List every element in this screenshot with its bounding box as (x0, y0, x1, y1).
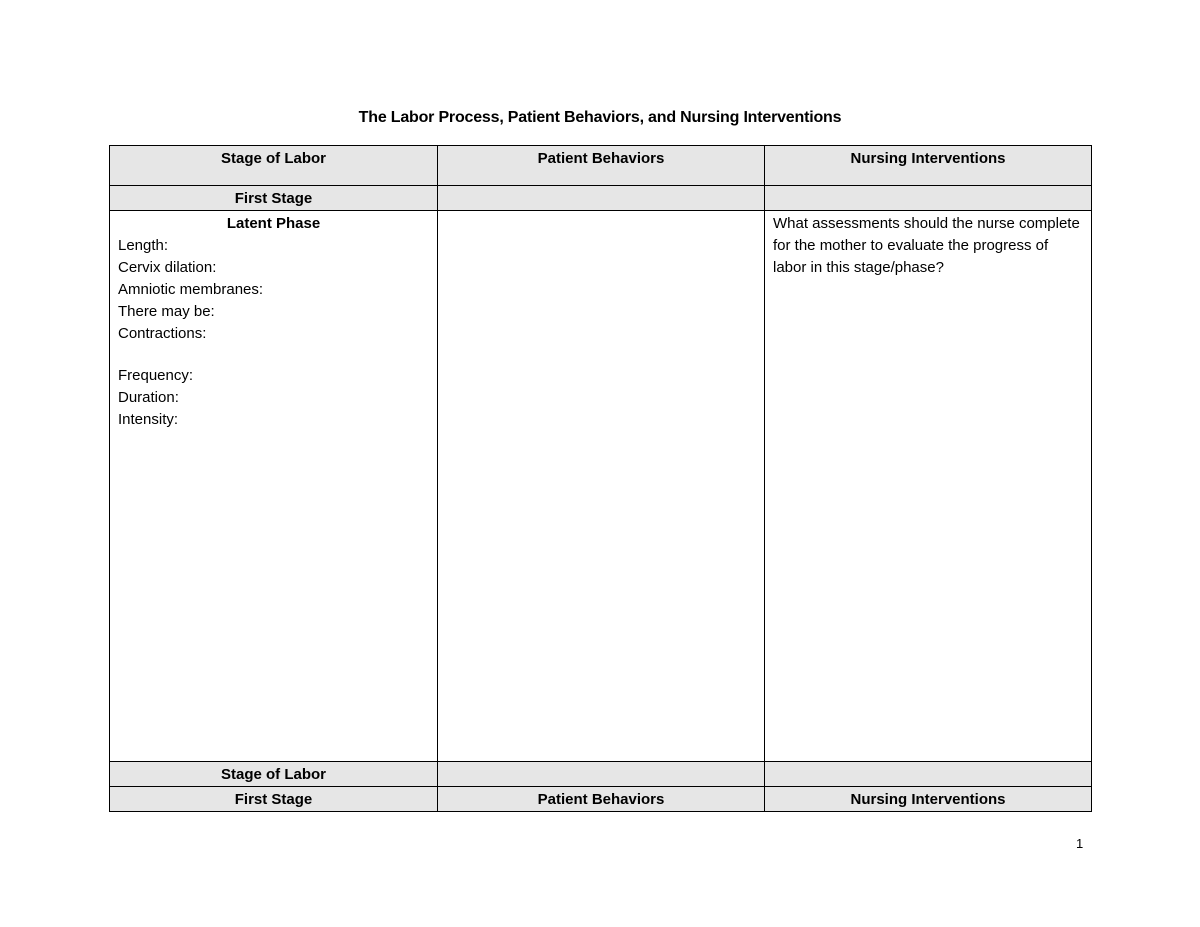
there-may-be-label: There may be: (118, 303, 215, 320)
first-stage-row (110, 186, 1092, 211)
first-stage-label: First Stage (110, 186, 438, 211)
repeat-patient-behaviors-label: Patient Behaviors (438, 787, 765, 812)
intensity-label: Intensity: (118, 411, 179, 428)
frequency-label: Frequency: (118, 367, 194, 384)
amniotic-membranes-label: Amniotic membranes: (118, 281, 264, 298)
header-patient-behaviors: Patient Behaviors (438, 146, 765, 186)
repeat-stage-row (110, 762, 1092, 787)
length-label: Length: (118, 237, 169, 254)
nursing-assessment-question: What assessments should the nurse complete for the mother to evaluate the progress of labor in this stage/phase? (773, 215, 1080, 276)
latent-phase-title: Latent Phase (226, 215, 321, 232)
spacer (118, 345, 429, 365)
header-stage-of-labor: Stage of Labor (110, 146, 438, 186)
first-stage-behaviors-cell[interactable] (438, 186, 765, 211)
repeat-behaviors-cell[interactable] (438, 762, 765, 787)
cervix-dilation-label: Cervix dilation: (118, 259, 217, 276)
duration-label: Duration: (118, 389, 179, 406)
table-header-row (110, 146, 1092, 186)
latent-phase-interventions-cell[interactable] (765, 211, 1092, 762)
header-nursing-interventions: Nursing Interventions (765, 146, 1092, 186)
document-title: The Labor Process, Patient Behaviors, and Nursing Interventions (358, 109, 842, 126)
repeat-first-stage-row (110, 787, 1092, 812)
latent-phase-row (110, 211, 1092, 762)
contractions-label: Contractions: (118, 325, 207, 342)
labor-process-table (109, 145, 1092, 812)
repeat-nursing-interventions-label: Nursing Interventions (765, 787, 1092, 812)
page-number: 1 (1076, 836, 1084, 851)
repeat-interventions-cell[interactable] (765, 762, 1092, 787)
first-stage-interventions-cell[interactable] (765, 186, 1092, 211)
repeat-stage-of-labor-label: Stage of Labor (110, 762, 438, 787)
latent-phase-behaviors-cell[interactable] (438, 211, 765, 762)
latent-phase-cell[interactable] (110, 211, 438, 762)
repeat-first-stage-label: First Stage (110, 787, 438, 812)
